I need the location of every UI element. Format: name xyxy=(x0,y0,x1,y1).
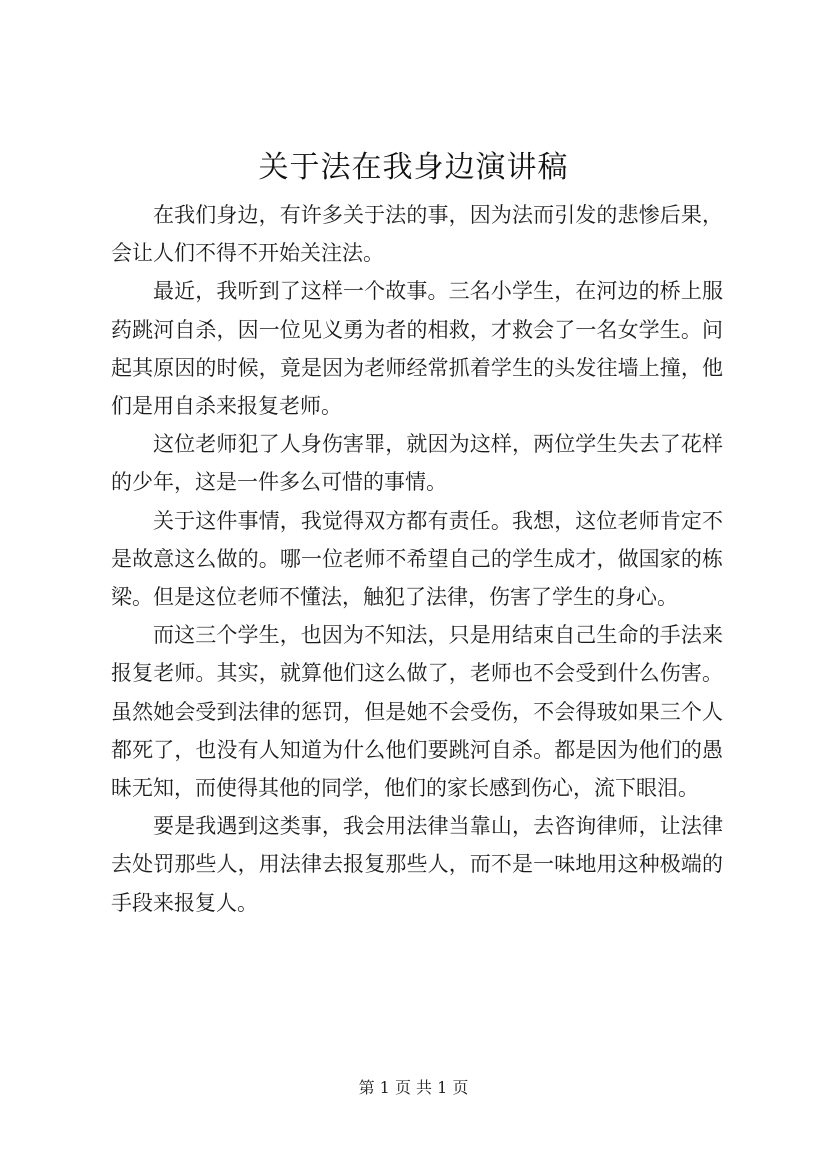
paragraph-6: 要是我遇到这类事，我会用法律当靠山，去咨询律师，让法律去处罚那些人，用法律去报复那些人，而不是一味地用这种极端的手段来报复人。 xyxy=(111,814,723,915)
page-number-footer: 第 1 页 共 1 页 xyxy=(358,1078,469,1097)
document-body xyxy=(111,196,723,922)
paragraph-4: 关于这件事情，我觉得双方都有责任。我想，这位老师肯定不是故意这么做的。哪一位老师不希望自己的学生成才，做国家的栋梁。但是这位老师不懂法，触犯了法律，伤害了学生的身心。 xyxy=(111,508,723,610)
paragraph-1: 在我们身边，有许多关于法的事，因为法而引发的悲惨后果，会让人们不得不开始关注法。 xyxy=(111,203,723,266)
document-title: 关于法在我身边演讲稿 xyxy=(258,150,569,185)
paragraph-3: 这位老师犯了人身伤害罪，就因为这样，两位学生失去了花样的少年，这是一件多么可惜的事情。 xyxy=(111,432,723,495)
paragraph-2: 最近，我听到了这样一个故事。三名小学生，在河边的桥上服药跳河自杀，因一位见义勇为者的相救，才救会了一名女学生。问起其原因的时候，竟是因为老师经常抓着学生的头发往墙上撞，他们是用自杀来报复老师。 xyxy=(111,279,723,419)
paragraph-5: 而这三个学生，也因为不知法，只是用结束自己生命的手法来报复老师。其实，就算他们这么做了，老师也不会受到什么伤害。虽然她会受到法律的惩罚，但是她不会受伤，不会得玻如果三个人都死了，也没有人知道为什么他们要跳河自杀。都是因为他们的愚昧无知，而使得其他的同学，他们的家长感到伤心，流下眼泪。 xyxy=(111,623,723,801)
